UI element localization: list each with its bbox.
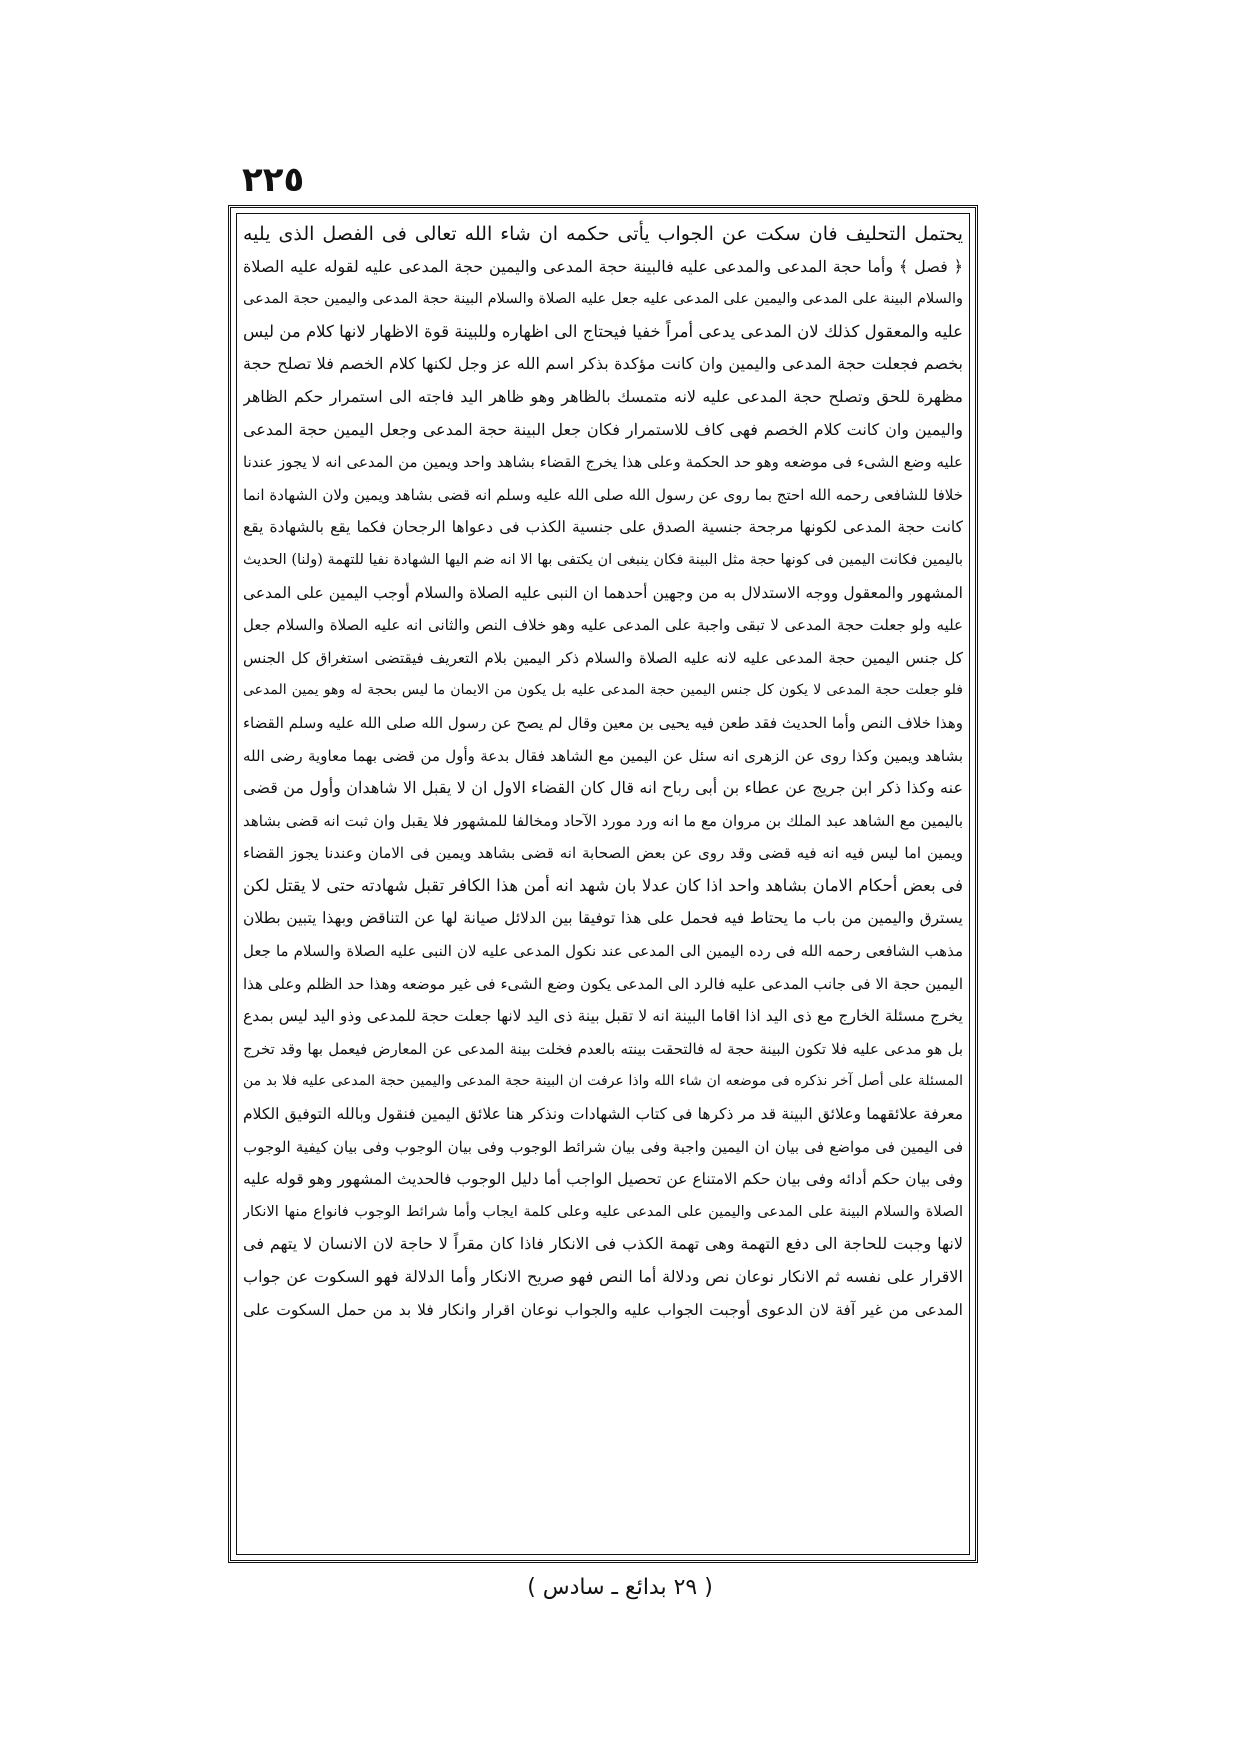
text-line: كانت حجة المدعى لكونها مرجحة جنسية الصدق على جنسية الكذب فى دعواها الرجحان فكما يقع بالشهادة يقع [243,518,963,537]
text-line: خلافا للشافعى رحمه الله احتج بما روى عن رسول الله صلى الله عليه وسلم انه قضى بشاهد ويمين ولان الشهادة انما [243,485,963,504]
text-line: وهذا خلاف النص وأما الحديث فقد طعن فيه يحيى بن معين وقال لم يصح عن رسول الله صلى الله عليه وسلم القضاء [243,713,963,732]
text-line: ويمين اما ليس فيه انه فيه قضى وقد روى عن بعض الصحابة انه قضى بشاهد ويمين فى الامان وعندنا يجوز القضاء [243,844,963,863]
text-line: بخصم فجعلت حجة المدعى واليمين وان كانت مؤكدة بذكر اسم الله عز وجل لكنها كلام الخصم فلا تصلح حجة [243,354,963,374]
text-line: ﴿ فصل ﴾ وأما حجة المدعى والمدعى عليه فالبينة حجة المدعى واليمين حجة المدعى عليه لقوله عليه الصلاة [243,256,963,276]
text-line: والسلام البينة على المدعى واليمين على المدعى عليه جعل عليه الصلاة والسلام البينة حجة المدعى واليمين حجة المدعى [243,291,963,308]
text-line: فى بعض أحكام الامان بشاهد واحد اذا كان عدلا بان شهد انه أمن هذا الكافر تقبل شهادته حتى لا يقتل لكن [243,875,963,895]
page-body [243,218,963,1554]
text-line: عليه ولو جعلت حجة المدعى لا تبقى واجبة على المدعى عليه وهو خلاف النص والثانى انه عليه الصلاة والسلام جعل [243,616,963,635]
text-line: وفى بيان حكم أدائه وفى بيان حكم الامتناع عن تحصيل الواجب أما دليل الوجوب فالحديث المشهور وهو قوله عليه [243,1170,963,1189]
text-line: المشهور والمعقول ووجه الاستدلال به من وجهين أحدهما ان النبى عليه الصلاة والسلام أوجب اليمين على المدعى [243,583,963,602]
text-line: المسئلة على أصل آخر نذكره فى موضعه ان شاء الله واذا عرفت ان البينة حجة المدعى واليمين حجة المدعى عليه فلا بد من [243,1073,963,1090]
text-line: كل جنس اليمين حجة المدعى عليه لانه عليه الصلاة والسلام ذكر اليمين بلام التعريف فيقتضى استغراق كل الجنس [243,648,963,667]
text-line: فى اليمين فى مواضع فى بيان ان اليمين واجبة وفى بيان شرائط الوجوب وفى بيان الوجوب وفى بيان كيفية الوجوب [243,1137,963,1156]
text-line: يحتمل التحليف فان سكت عن الجواب يأتى حكمه ان شاء الله تعالى فى الفصل الذى يليه [243,223,963,245]
text-line: باليمين فكانت اليمين فى كونها حجة مثل البينة فكان ينبغى ان يكتفى بها الا انه ضم اليها الشهادة نفيا للتهمة (ولنا) الحديث [243,551,963,568]
text-line: المدعى من غير آفة لان الدعوى أوجبت الجواب عليه والجواب نوعان اقرار وانكار فلا بد من حمل السكوت على [243,1300,963,1319]
text-line: عليه والمعقول كذلك لان المدعى يدعى أمراً خفيا فيحتاج الى اظهاره وللبينة قوة الاظهار لانها كلام من ليس [243,321,963,341]
text-line: الصلاة والسلام البينة على المدعى واليمين على المدعى عليه وعلى كلمة ايجاب وأما شرائط الوجوب فانواع منها الانكار [243,1203,963,1220]
text-line: معرفة علائقهما وعلائق البينة قد مر ذكرها فى كتاب الشهادات ونذكر هنا علائق اليمين فنقول وبالله التوفيق الكلام [243,1105,963,1124]
text-line: بل هو مدعى عليه فلا تكون البينة حجة له فالتحقت بينته بالعدم فخلت بينة المدعى عن المعارض فيعمل بها وقد تخرج [243,1039,963,1058]
text-line: يخرج مسئلة الخارج مع ذى اليد اذا اقاما البينة انه لا تقبل بينة ذى اليد لانها جعلت حجة للمدعى وذو اليد ليس بمدع [243,1007,963,1026]
text-line: باليمين مع الشاهد عبد الملك بن مروان مع ما انه ورد مورد الآحاد ومخالفا للمشهور فلا يقبل وان ثبت انه قضى بشاهد [243,811,963,830]
page-footer: ( ٢٩ بدائع ـ سادس ) [527,1575,713,1600]
text-line: مذهب الشافعى رحمه الله فى رده اليمين الى المدعى عند نكول المدعى عليه لان النبى عليه الصلاة والسلام ما جعل [243,942,963,961]
text-line: بشاهد ويمين وكذا روى عن الزهرى انه سئل عن اليمين مع الشاهد فقال بدعة وأول من قضى بهما معاوية رضى الله [243,746,963,765]
text-line: مظهرة للحق وتصلح حجة المدعى عليه لانه متمسك بالظاهر وهو ظاهر اليد فاجته الى استمرار حكم الظاهر [243,386,963,406]
page-number: ٢٢٥ [242,160,305,200]
text-line: يسترق واليمين من باب ما يحتاط فيه فحمل على هذا توفيقا بين الدلائل صيانة لها عن التناقض وبهذا يتبين بطلان [243,909,963,928]
text-line: الاقرار على نفسه ثم الانكار نوعان نص ودلالة أما النص فهو صريح الانكار وأما الدلالة فهو السكوت عن جواب [243,1267,963,1286]
text-line: اليمين حجة الا فى جانب المدعى عليه فالرد الى المدعى يكون وضع الشىء فى غير موضعه وهذا حد الظلم وعلى هذا [243,974,963,993]
text-line: واليمين وان كانت كلام الخصم فهى كاف للاستمرار فكان جعل البينة حجة المدعى وجعل اليمين حجة المدعى [243,419,963,439]
text-line: عنه وكذا ذكر ابن جريج عن عطاء بن أبى رباح انه قال كان القضاء الاول ان لا يقبل الا شاهدان وأول من قضى [243,778,963,798]
text-line: لانها وجبت للحاجة الى دفع التهمة وهى تهمة الكذب فى الانكار فاذا كان مقراً لا حاجة لان الانسان لا يتهم فى [243,1234,963,1254]
text-line: عليه وضع الشىء فى موضعه وهو حد الحكمة وعلى هذا يخرج القضاء بشاهد واحد ويمين من المدعى انه لا يجوز عندنا [243,453,963,472]
text-line: فلو جعلت حجة المدعى لا يكون كل جنس اليمين حجة المدعى عليه بل يكون من الايمان ما ليس بحجة له وهو يمين المدعى [243,682,963,699]
